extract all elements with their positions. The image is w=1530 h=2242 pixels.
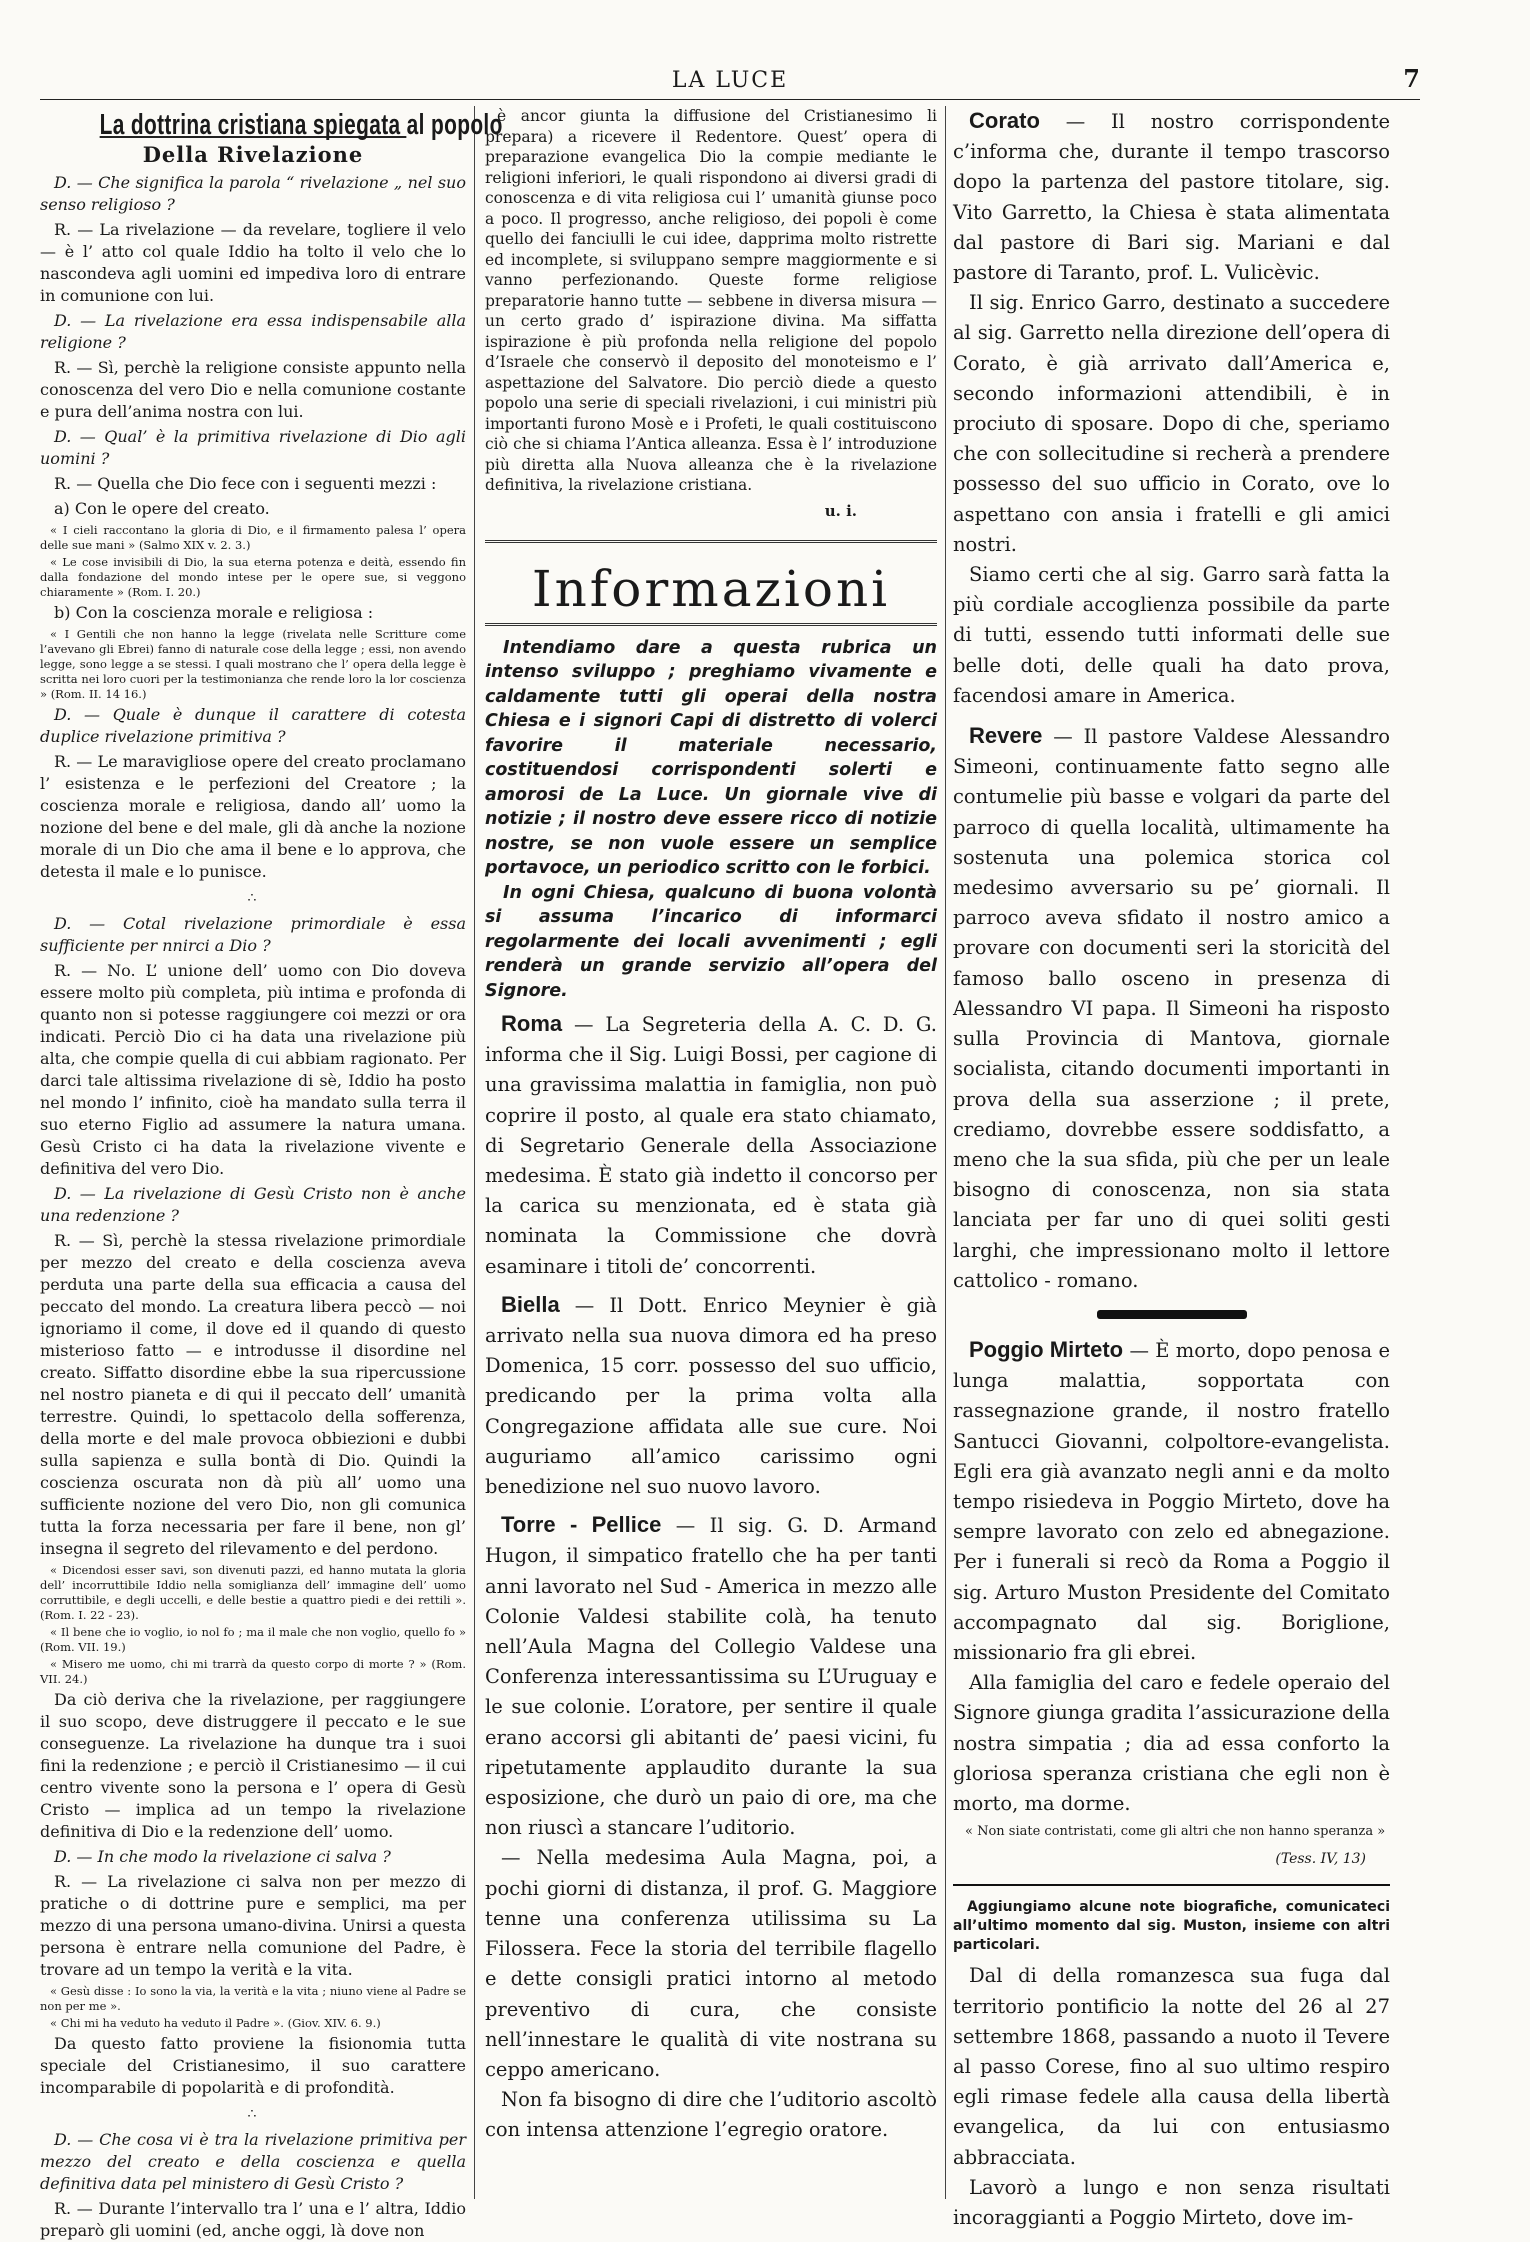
news-biella [485,1290,937,1502]
place-name: Roma [501,1011,563,1036]
rubric-intro [485,636,937,1004]
divider-bar [1097,1310,1247,1319]
scripture-note: « Chi mi ha veduto ha veduto il Padre ». (Giov. XIV. 6. 9.) [50,2016,381,2030]
scripture-reference: (Tess. IV, 13) [1275,1851,1366,1868]
column-1-doctrine [40,106,503,2240]
answer: R. — Quella che Dio fece con i seguenti mezzi : [54,474,437,493]
column-divider-2 [945,106,946,2199]
editorial-note: Aggiungiamo alcune note biografiche, comunicateci all’ultimo momento dal sig. Muston, insieme con altri particolari. [953,1884,1390,1955]
question: D. — La rivelazione era essa indispensabile alla religione ? [40,311,466,352]
paragraph: Il sig. Enrico Garro, destinato a succedere al sig. Garretto nella direzione dell’opera di Corato, è già arrivato dall’America e, secondo informazioni attendibili, è in prociuto di sposare. Dopo di che, speriamo che con sollecitudine si recherà a prendere possesso del suo ufficio in Corato, ove lo aspettano con ansia i fratelli e gli amici nostri. [953,291,1390,556]
answer: R. — Sì, perchè la religione consiste appunto nella conoscenza del vero Dio e nella comunione costante e pura dell’anima nostra con lui. [40,358,466,421]
newspaper-title: LA LUCE [671,68,789,93]
answer: R. — Sì, perchè la stessa rivelazione primordiale per mezzo del creato e della coscienza aveva perduta una parte della sua efficacia a causa del peccato del mondo. La creatura libera peccò — noi ignoriamo il come, il dove ed il quando di questo misterioso fatto — e introdusse il disordine nel creato. Siffatto disordine ebbe la sua ripercussione nel nostro pianeta e di qui il peccato dell’ umanità terrestre. Quindi, lo spettacolo della sofferenza, della morte e del male provoca obbiezioni e dubbi sulla sapienza e sulla bontà di Dio. Quindi la coscienza oscurata non dà più all’ uomo una sufficiente nozione del vero Dio, non gli comunica tutta la forza necessaria per fare il bene, non gl’ insegna il segreto del rilevamento e del perdono. [40,1231,466,1558]
paragraph: Alla famiglia del caro e fedele operaio del Signore giunga gradita l’assicurazione della nostra simpatia ; dia ad essa conforto la gloriosa speranza cristiana che egli non è morto, ma dorme. [953,1671,1390,1815]
scripture-note: « Gesù disse : Io sono la via, la verità e la vita ; niuno viene al Padre se non per me ». [40,1984,466,2013]
news-roma [485,1009,937,1282]
question: D. — In che modo la rivelazione ci salva ? [54,1847,391,1866]
article-subtitle: Della Rivelazione [142,142,364,167]
answer: R. — No. L’ unione dell’ uomo con Dio doveva essere molto più completa, più intima e profonda di quanto non si potesse raggiungere coi mezzi or ora indicati. Perciò Dio ci ha data una rivelazione più alta, che compie quella di cui abbiam ragionato. Per darci tale altissima rivelazione di sè, Iddio ha posto nel mondo l’ infinito, cioè ha mandato sulla terra il suo eterno Figlio ad assumere la natura umana. Gesù Cristo ci ha data la rivelazione vivente e definitiva del vero Dio. [40,961,466,1178]
question: D. — Cotal rivelazione primordiale è essa sufficiente per nnirci a Dio ? [40,914,466,955]
column-2 [485,106,937,2209]
scripture-note: « I cieli raccontano la gloria di Dio, e il firmamento palesa l’ opera delle sue mani » (Salmo XIX v. 2. 3.) [40,523,466,552]
scripture-note: « Dicendosi esser savi, son divenuti pazzi, ed hanno mutata la gloria dell’ incorruttibile Iddio nella somiglianza dell’ immagine dell’ uomo corruttibile, e degli uccelli, e delle bestie a quattro piedi e dei rettili ». (Rom. I. 22 - 23). [40,1563,466,1622]
scripture-note: « Misero me uomo, chi mi trarrà da questo corpo di morte ? » (Rom. VII. 24.) [40,1657,466,1686]
answer: Da ciò deriva che la rivelazione, per raggiungere il suo scopo, deve distruggere il peccato e le sue conseguenze. La rivelazione ha dunque tra i suoi fini la redenzione ; e perciò il Cristianesimo — il cui centro vivente sono la persona e l’ opera di Gesù Cristo — implica ad un tempo la rivelazione definitiva di Dio e la redenzione dell’ uomo. [40,1690,466,1841]
news-items [485,1009,937,2146]
paragraph: Lavorò a lungo e non senza risultati incoraggianti a Poggio Mirteto, dove im- [953,2175,1390,2229]
news-corato [953,106,1390,288]
article-title: La dottrina cristiana spiegata al popolo [99,109,503,141]
news-text: — È morto, dopo penosa e lunga malattia, sopportata con rassegnazione grande, il nostro fratello Santucci Giovanni, colpoltore-evangelista. Egli era già avanzato negli anni e da molto tempo risiedeva in Poggio Mirteto, dove ha sempre lavorato con zelo ed abnegazione. Per i funerali si recò da Roma a Poggio il sig. Arturo Muston Presidente del Comitato accompagnato dal sig. Boriglione, missionario fra gli ebrei. [953,1338,1391,1664]
scripture-note: « Le cose invisibili di Dio, la sua eterna potenza e deità, essendo fin dalla fondazione del mondo intese per le opere sue, si veggono chiaramente » (Rom. I. 20.) [40,555,466,599]
news-poggio-mirteto [953,1335,1390,1668]
answer: b) Con la coscienza morale e religiosa : [54,603,374,622]
page-number: 7 [1403,64,1420,93]
author-signature: u. i. [824,501,857,520]
answer: a) Con le opere del creato. [54,499,270,518]
scripture-quote: « Non siate contristati, come gli altri che non hanno speranza » [965,1824,1386,1840]
doctrine-continuation [485,106,937,496]
scripture-note: « Il bene che io voglio, io nol fo ; ma il male che non voglio, quello fo » (Rom. VII. 19.) [40,1625,466,1654]
paragraph: In ogni Chiesa, qualcuno di buona volontà si assuma l’incarico di informarci regolarmente dei locali avvenimenti ; egli renderà un grande servizio all’opera del Signore. [485,882,937,1001]
paragraph: Intendiamo dare a questa rubrica un intenso sviluppo ; preghiamo vivamente e caldamente tutti gli operai della nostra Chiesa e i signori Capi di distretto di volerci favorire il materiale necessario, costituendosi corrispondenti solerti e amorosi de La Luce. Un giornale vive di notizie ; il nostro deve essere ricco di notizie nostre, se non vuole essere un semplice portavoce, un periodico scritto con le forbici. [485,637,937,878]
news-text: — Il nostro corrispondente c’informa che, durante il tempo trascorso dopo la partenza del pastore titolare, sig. Vito Garretto, la Chiesa è stata alimentata dal pastore di Bari sig. Mariani e dal pastore di Taranto, prof. L. Vulicèvic. [953,110,1390,285]
page-header [40,64,1420,98]
place-name: Corato [969,108,1040,133]
place-name: Poggio Mirteto [969,1336,1124,1362]
question: D. — La rivelazione di Gesù Cristo non è anche una redenzione ? [40,1184,466,1225]
question: D. — Quale è dunque il carattere di cotesta duplice rivelazione primitiva ? [40,705,466,746]
question: D. — Che significa la parola “ rivelazione „ nel suo senso religioso ? [40,173,466,214]
answer: R. — La rivelazione ci salva non per mezzo di pratiche o di dottrine pure e semplici, ma per mezzo di una persona umano-divina. Unirsi a questa persona è entrare nella comunione del Padre, è trovare ad un tempo la verità e la vita. [40,1872,466,1979]
answer: R. — La rivelazione — da revelare, togliere il velo — è l’ atto col quale Iddio ha tolto il velo che lo nascondeva agli uomini ed impediva loro di entrare in comunione con lui. [40,220,466,305]
answer: R. — Durante l’intervallo tra l’ una e l’ altra, Iddio preparò gli uomini (ed, anche oggi, là dove non [40,2199,466,2240]
news-text: — Il pastore Valdese Alessandro Simeoni, continuamente fatto segno alle contumelie più basse e volgari da parte del parroco di quella località, ultimamente ha sostenuta una polemica storica col medesimo avversario su pe’ giornali. Il parroco aveva sfidato il nostro amico a provare con documenti seri la storicità del famoso ballo osceno in presenza di Alessandro VI papa. Il Simeoni ha risposto sulla Provincia di Mantova, giornale socialista, citando documenti importanti in prova della sua asserzione ; il prete, crediamo, dovrebbe essere soddisfatto, a meno che la sua sfida, più che per un leale bisogno di conoscenza, non sia stata lanciata per far uno di quei soliti gesti larghi, che impressionano molto il lettore cattolico - romano. [953,725,1390,1292]
news-revere [953,721,1390,1296]
paragraph: è ancor giunta la diffusione del Cristianesimo li prepara) a ricevere il Redentore. Quest’ opera di preparazione evangelica Dio la compie mediante le religioni inferiori, le quali rispondono ai diversi gradi di conoscenza e di vita religiosa cui l’ umanità giunse poco a poco. Il progresso, anche religioso, dei popoli è come quello dei fanciulli le cui idee, dapprima molto ristrette ed incomplete, si sviluppano sempre maggiormente e si vanno perfezionando. Queste forme religiose preparatorie hanno tutte — sebbene in diversa misura — un certo grado d’ ispirazione divina. Ma siffatta ispirazione è più profonda nella religione del popolo d’Israele che conservò il deposito del monoteismo e l’ aspettazione del Salvatore. Dio perciò diede a questo popolo una serie di speciali rivelazioni, i cui ministri più importanti furono Mosè e i Profeti, le quali costituiscono ciò che si chiama l’Antica alleanza. Essa è l’ introduzione più diretta alla Nuova alleanza che è la rivelazione definitiva, la rivelazione cristiana. [485,107,937,494]
news-torre-pellice [485,1510,937,1843]
header-rule [40,99,1420,100]
scripture-note: « I Gentili che non hanno la legge (rivelata nelle Scritture come l’avevano gli Ebrei) fanno di naturale cose della legge ; essi, non avendo legge, sono legge a se stessi. I quali mostrano che l’ opera della legge è scritta nei loro cuori per la testimonianza che rende loro la lor coscienza » (Rom. II. 14 16.) [40,627,466,701]
place-name: Biella [501,1291,560,1317]
paragraph: Siamo certi che al sig. Garro sarà fatta la più cordiale accoglienza possibile da parte di tutti, essendo tutti informati delle sue belle doti, delle quali ha dato prova, facendosi amare in America. [953,563,1390,707]
section-separator: ∴ [247,890,259,906]
paragraph: Dal di della romanzesca sua fuga dal territorio pontificio la notte del 26 al 27 settembre 1868, passando a nuoto il Tevere al passo Corese, fino al suo ultimo respiro egli rimase fedele alla causa della libertà evangelica, da lui con entusiasmo abbracciata. [953,1964,1390,2169]
answer: R. — Le maravigliose opere del creato proclamano l’ esistenza e le perfezioni del Creatore ; la coscienza morale e religiosa, dando all’ uomo la nozione del bene e del male, gli dà anche la nozione morale di un Dio che ama il bene e lo approva, che detesta il male e lo punisce. [40,752,466,881]
column-3 [953,106,1391,2229]
section-separator: ∴ [247,2106,259,2122]
divider [485,540,937,543]
section-title-informazioni: Informazioni [485,561,937,626]
place-name: Torre - Pellice [501,1512,662,1538]
news-text: — Il Dott. Enrico Meynier è già arrivato nella sua nuova dimora ed ha preso Domenica, 15 corr. possesso del suo ufficio, predicando per la prima volta alla Congregazione affidata alle sue cure. Noi auguriamo all’amico carissimo ogni benedizione nel suo nuovo lavoro. [485,1293,937,1499]
answer: Da questo fatto proviene la fisionomia tutta speciale del Cristianesimo, il suo carattere incomparabile di popolarità e di profondità. [40,2034,466,2097]
paragraph: — Nella medesima Aula Magna, poi, a pochi giorni di distanza, il prof. G. Maggiore tenne una conferenza utilissima su La Filossera. Fece la storia del terribile flagello e dette consigli pratici intorno al metodo preventivo di cura, che consiste nell’innestare le qualità di vite nostrana su ceppo americano. [485,1846,937,2081]
column-divider-1 [474,106,475,2199]
paragraph: Non fa bisogno di dire che l’uditorio ascoltò con intensa attenzione l’egregio oratore. [485,2088,937,2142]
question: D. — Che cosa vi è tra la rivelazione primitiva per mezzo del creato e della coscienza e quella definitiva data pel ministero di Gesù Cristo ? [40,2130,466,2193]
news-text: — La Segreteria della A. C. D. G. informa che il Sig. Luigi Bossi, per cagione di una gravissima malattia in famiglia, non può coprire il posto, al quale era stato chiamato, di Segretario Generale della Associazione medesima. È stato già indetto il concorso per la carica su menzionata, ed è stata già nominata la Commissione che dovrà esaminare i titoli de’ concorrenti. [485,1013,938,1278]
question: D. — Qual’ è la primitiva rivelazione di Dio agli uomini ? [40,427,466,468]
place-name: Revere [969,723,1043,749]
news-text: — Il sig. G. D. Armand Hugon, il simpatico fratello che ha per tanti anni lavorato nel Sud - America in mezzo alle Colonie Valdesi stabilite colà, ha tenuto nell’Aula Magna del Collegio Valdese una Conferenza interessantissima su L’Uruguay e le sue colonie. L’oratore, per sentire il quale erano accorsi gli abitanti de’ paesi vicini, fu ripetutamente applaudito durante la sua esposizione, che durò un paio di ore, ma che non riuscì a stancare l’uditorio. [485,1514,937,1840]
